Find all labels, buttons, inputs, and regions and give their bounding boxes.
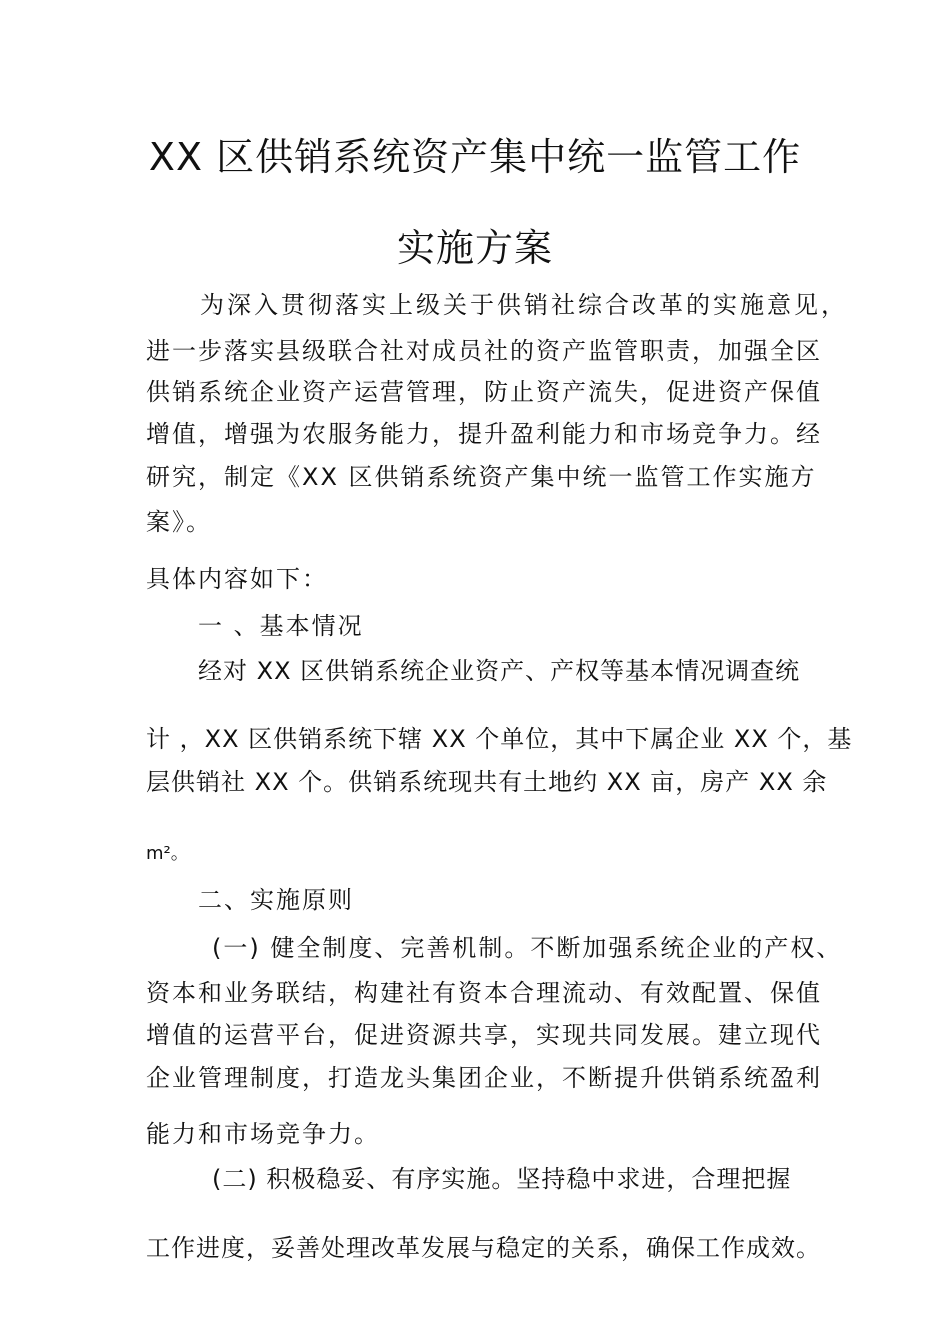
paragraph-line: 工作进度，妥善处理改革发展与稳定的关系，确保工作成效。 <box>146 1234 821 1262</box>
paragraph-line: 进一步落实县级联合社对成员社的资产监管职责，加强全区 <box>146 337 822 365</box>
section-heading: 一 、基本情况 <box>198 612 364 640</box>
section-heading: 二、实施原则 <box>198 886 354 914</box>
document-title-line-2: 实施方案 <box>396 226 553 270</box>
paragraph-line: 能力和市场竞争力。 <box>146 1120 380 1148</box>
paragraph-line: (二) 积极稳妥、有序实施。坚持稳中求进，合理把握 <box>212 1165 792 1193</box>
paragraph-line: 具体内容如下： <box>146 565 328 593</box>
paragraph-line: 研究，制定《XX 区供销系统资产集中统一监管工作实施方 <box>146 463 817 491</box>
paragraph-line: m²。 <box>146 843 189 864</box>
paragraph-line: 增值，增强为农服务能力，提升盈利能力和市场竞争力。经 <box>146 420 822 448</box>
paragraph-line: 供销系统企业资产运营管理，防止资产流失，促进资产保值 <box>146 378 822 406</box>
paragraph-line: 增值的运营平台，促进资源共享，实现共同发展。建立现代 <box>146 1021 822 1049</box>
paragraph-line: 层供销社 XX 个。供销系统现共有土地约 XX 亩，房产 XX 余 <box>146 768 828 796</box>
paragraph-line: (一) 健全制度、完善机制。不断加强系统企业的产权、 <box>212 934 843 962</box>
paragraph-line: 资本和业务联结，构建社有资本合理流动、有效配置、保值 <box>146 979 822 1007</box>
paragraph-line: 经对 XX 区供销系统企业资产、产权等基本情况调查统 <box>198 657 801 685</box>
paragraph-line: 企业管理制度，打造龙头集团企业，不断提升供销系统盈利 <box>146 1064 822 1092</box>
paragraph-line: 计 ，XX 区供销系统下辖 XX 个单位，其中下属企业 XX 个，基 <box>146 725 853 753</box>
paragraph-line: 为深入贯彻落实上级关于供销社综合改革的实施意见， <box>200 291 848 319</box>
paragraph-line: 案》。 <box>146 508 212 536</box>
document-title-line-1: XX 区供销系统资产集中统一监管工作 <box>148 135 802 179</box>
